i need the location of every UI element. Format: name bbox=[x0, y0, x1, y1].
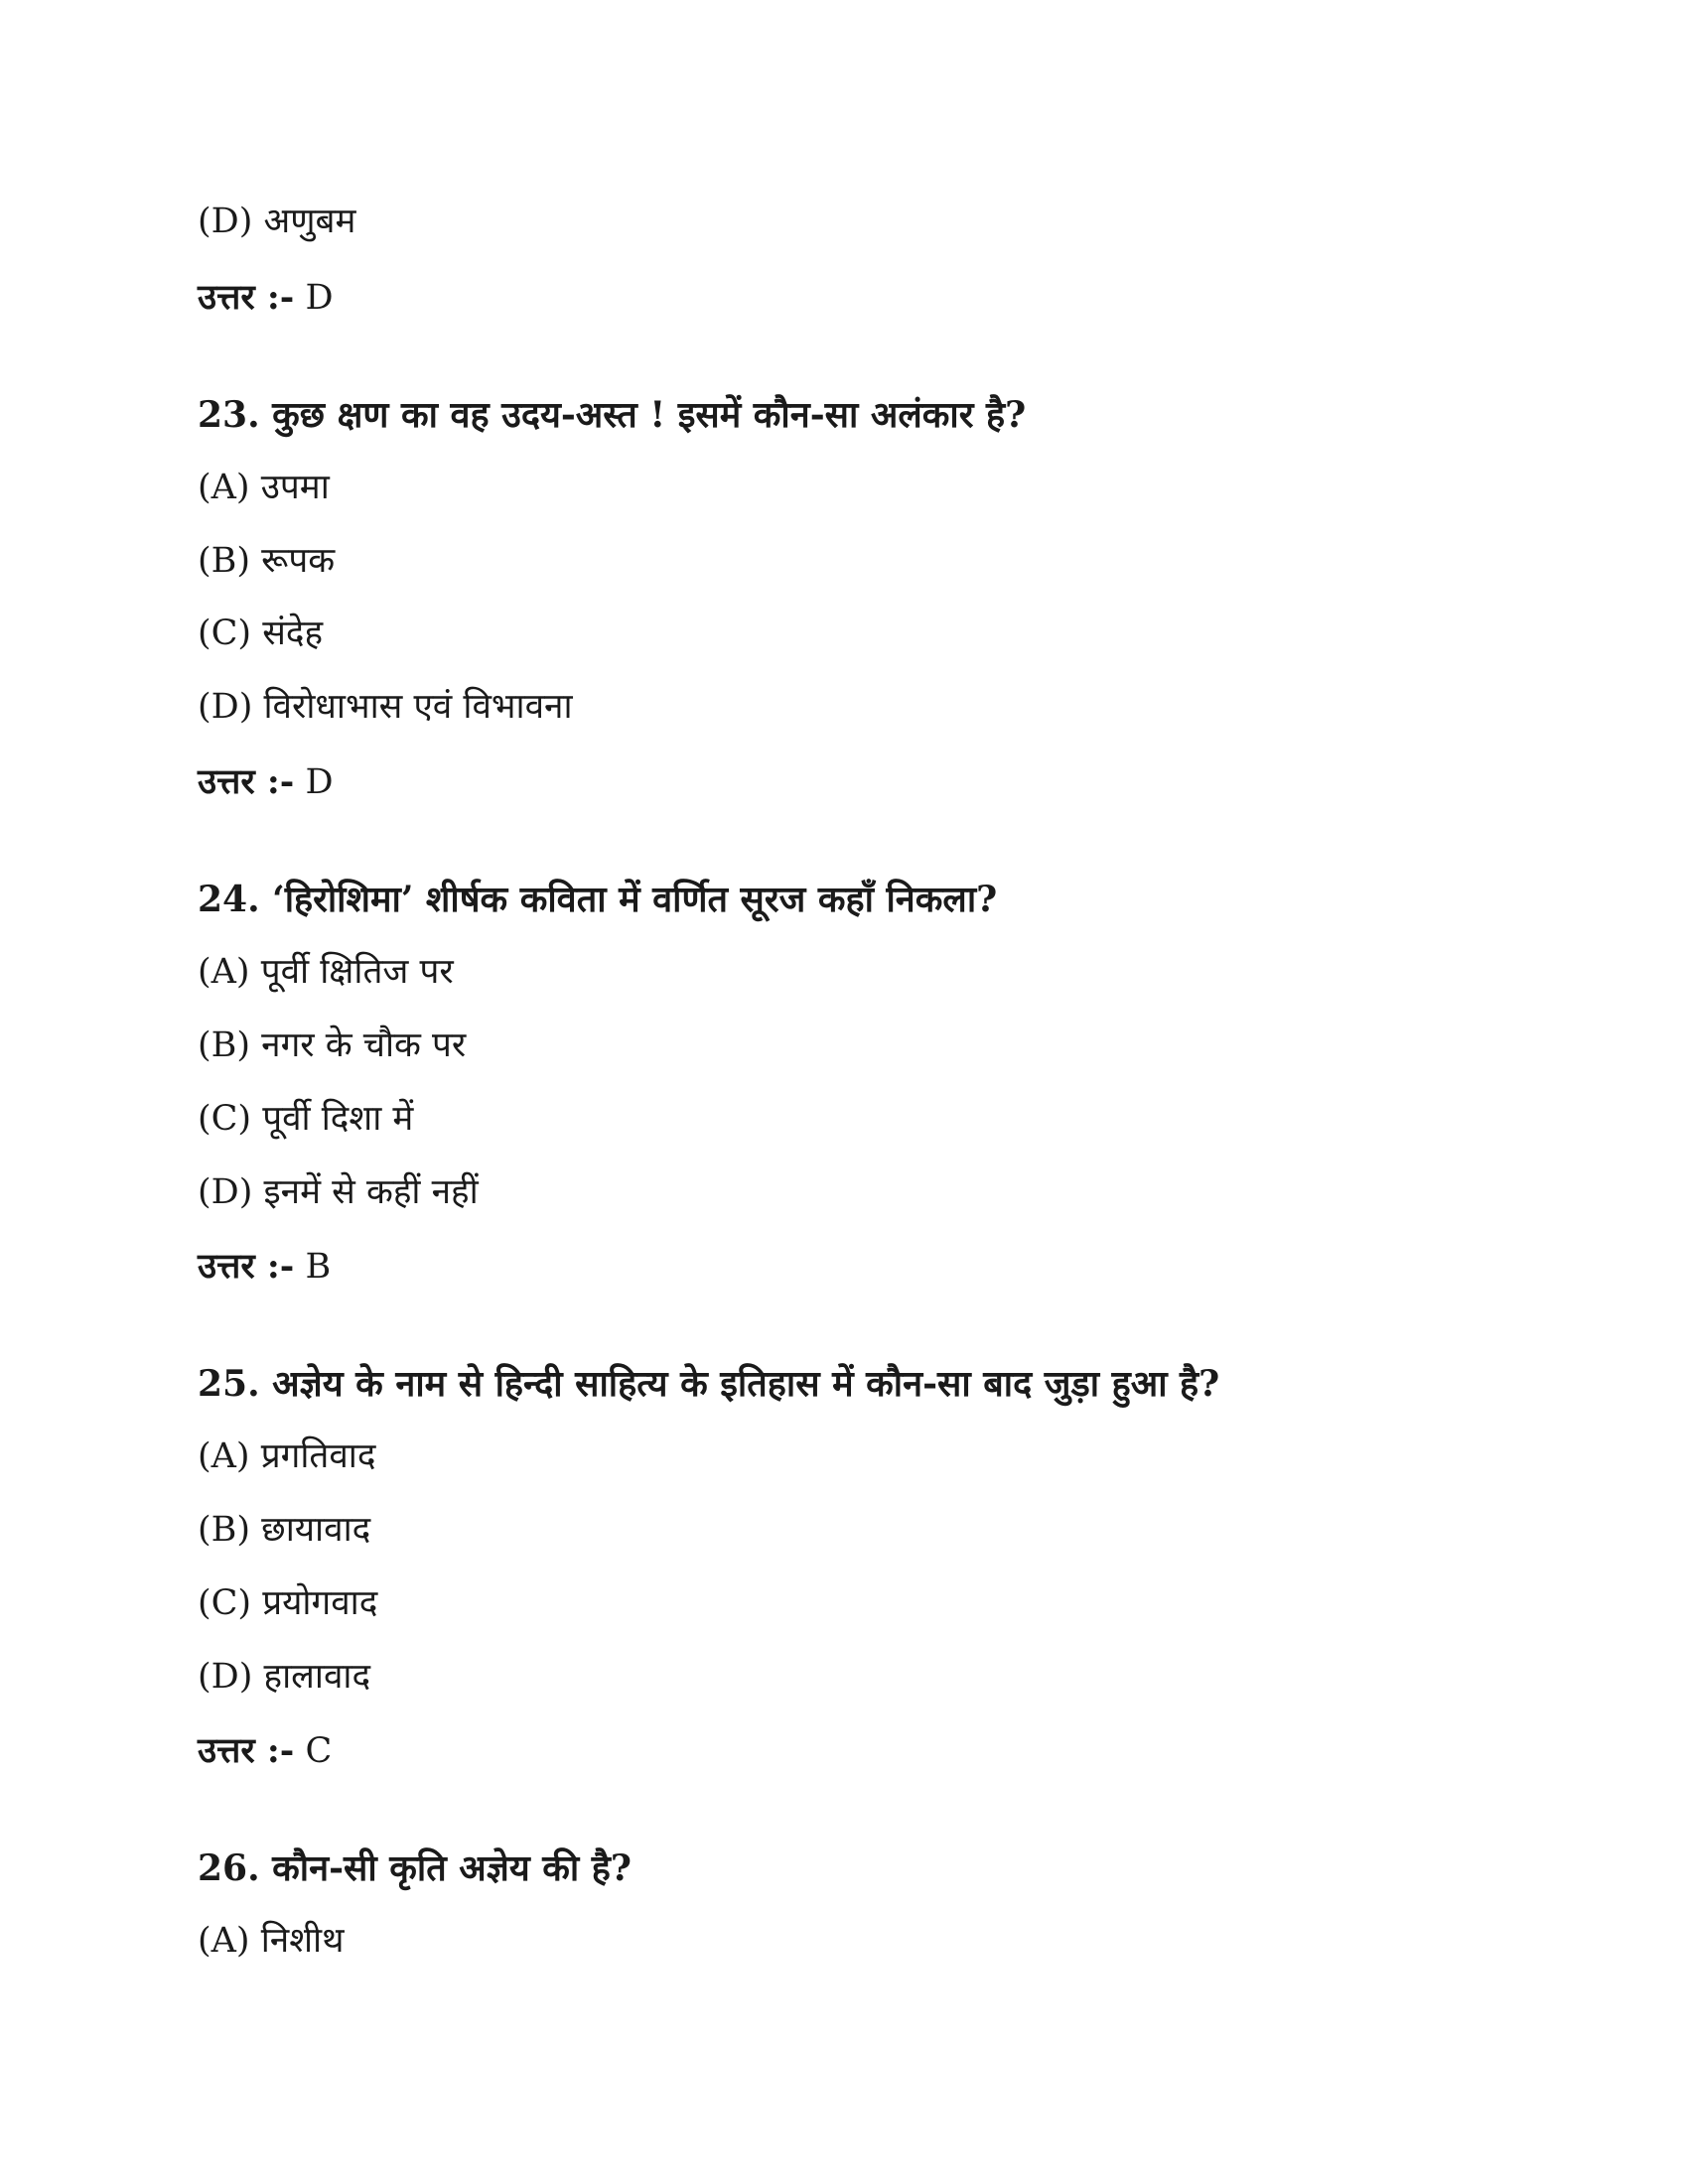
option-c: (C) प्रयोगवाद bbox=[198, 1583, 378, 1623]
option-b: (B) छायावाद bbox=[198, 1510, 371, 1550]
option-b: (B) रूपक bbox=[198, 541, 336, 581]
answer-label: उत्तर :- bbox=[198, 761, 295, 802]
answer-line bbox=[198, 277, 334, 318]
answer-value: D bbox=[305, 762, 334, 802]
option-a: (A) पूर्वी क्षितिज पर bbox=[198, 952, 454, 992]
answer-label: उत्तर :- bbox=[198, 1246, 295, 1287]
answer-line bbox=[198, 1730, 333, 1771]
option-c: (C) संदेह bbox=[198, 614, 324, 653]
answer-label: उत्तर :- bbox=[198, 277, 295, 318]
option-a: (A) प्रगतिवाद bbox=[198, 1436, 376, 1476]
question-24: 24. ‘हिरोशिमा’ शीर्षक कविता में वर्णित सूरज कहाँ निकला? bbox=[198, 879, 998, 920]
question-23: 23. कुछ क्षण का वह उदय-अस्त ! इसमें कौन-सा अलंकार है? bbox=[198, 394, 1027, 436]
option-d: (D) हालावाद bbox=[198, 1657, 371, 1697]
option-a: (A) उपमा bbox=[198, 468, 330, 507]
answer-label: उत्तर :- bbox=[198, 1730, 295, 1771]
option-b: (B) नगर के चौक पर bbox=[198, 1025, 467, 1065]
answer-value: B bbox=[305, 1247, 332, 1287]
answer-value: C bbox=[305, 1731, 333, 1771]
question-25: 25. अज्ञेय के नाम से हिन्दी साहित्य के इतिहास में कौन-सा बाद जुड़ा हुआ है? bbox=[198, 1363, 1220, 1405]
question-26: 26. कौन-सी कृति अज्ञेय की है? bbox=[198, 1847, 632, 1889]
option-d: (D) इनमें से कहीं नहीं bbox=[198, 1172, 479, 1212]
option-c: (C) पूर्वी दिशा में bbox=[198, 1099, 414, 1139]
option-a: (A) निशीथ bbox=[198, 1921, 345, 1961]
option-d: (D) विरोधाभास एवं विभावना bbox=[198, 687, 573, 727]
answer-line bbox=[198, 1246, 332, 1287]
option-d: (D) अणुबम bbox=[198, 202, 356, 241]
answer-value: D bbox=[305, 278, 334, 318]
answer-line bbox=[198, 761, 334, 802]
